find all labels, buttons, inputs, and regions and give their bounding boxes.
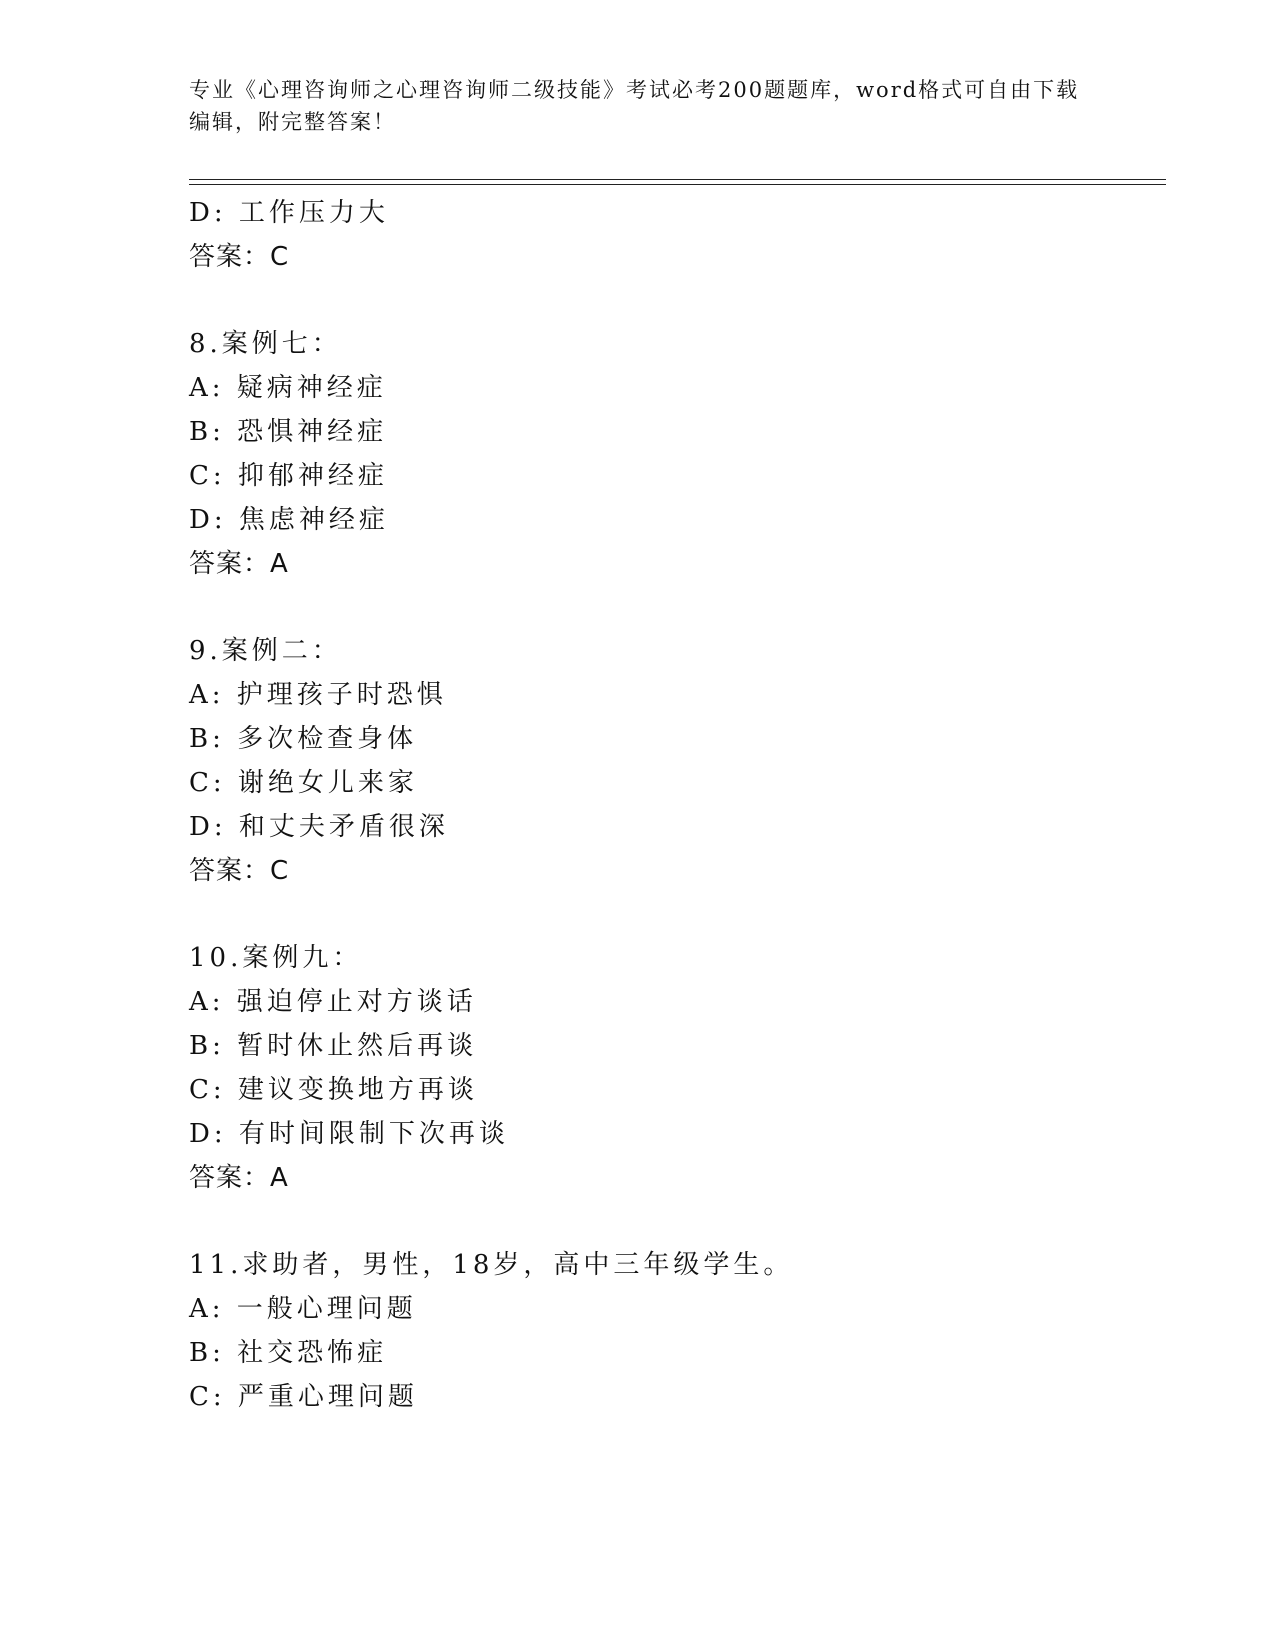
option-c: C: 严重心理问题 bbox=[189, 1382, 418, 1412]
option-c: C: 抑郁神经症 bbox=[189, 461, 388, 491]
option-a: A: 疑病神经症 bbox=[189, 373, 387, 403]
option-a: A: 护理孩子时恐惧 bbox=[189, 680, 447, 710]
header-divider-top bbox=[189, 179, 1166, 180]
option-b: B: 多次检查身体 bbox=[189, 724, 418, 754]
option-b: B: 社交恐怖症 bbox=[189, 1338, 388, 1368]
document-header: 专业《心理咨询师之心理咨询师二级技能》考试必考200题题库，word格式可自由下载编辑，附完整答案！ bbox=[189, 78, 1080, 134]
header-divider-bottom bbox=[189, 184, 1166, 185]
answer-line: 答案：C bbox=[189, 242, 290, 272]
answer-line: 答案：C bbox=[189, 856, 290, 886]
option-a: A: 一般心理问题 bbox=[189, 1294, 417, 1324]
answer-line: 答案：A bbox=[189, 549, 289, 579]
answer-line: 答案：A bbox=[189, 1163, 289, 1193]
option-c: C: 谢绝女儿来家 bbox=[189, 768, 418, 798]
question-10: 10.案例九： bbox=[189, 943, 363, 973]
option-c: C: 建议变换地方再谈 bbox=[189, 1075, 478, 1105]
option-d: D: 和丈夫矛盾很深 bbox=[189, 812, 449, 842]
option-b: B: 暂时休止然后再谈 bbox=[189, 1031, 478, 1061]
option-b: B: 恐惧神经症 bbox=[189, 417, 388, 447]
option-a: A: 强迫停止对方谈话 bbox=[189, 987, 477, 1017]
question-11: 11.求助者，男性，18岁，高中三年级学生。 bbox=[189, 1250, 794, 1280]
question-9: 9.案例二： bbox=[189, 636, 342, 666]
option-d: D: 有时间限制下次再谈 bbox=[189, 1119, 509, 1149]
question-8: 8.案例七： bbox=[189, 329, 342, 359]
option-d: D: 工作压力大 bbox=[189, 198, 389, 228]
option-d: D: 焦虑神经症 bbox=[189, 505, 389, 535]
